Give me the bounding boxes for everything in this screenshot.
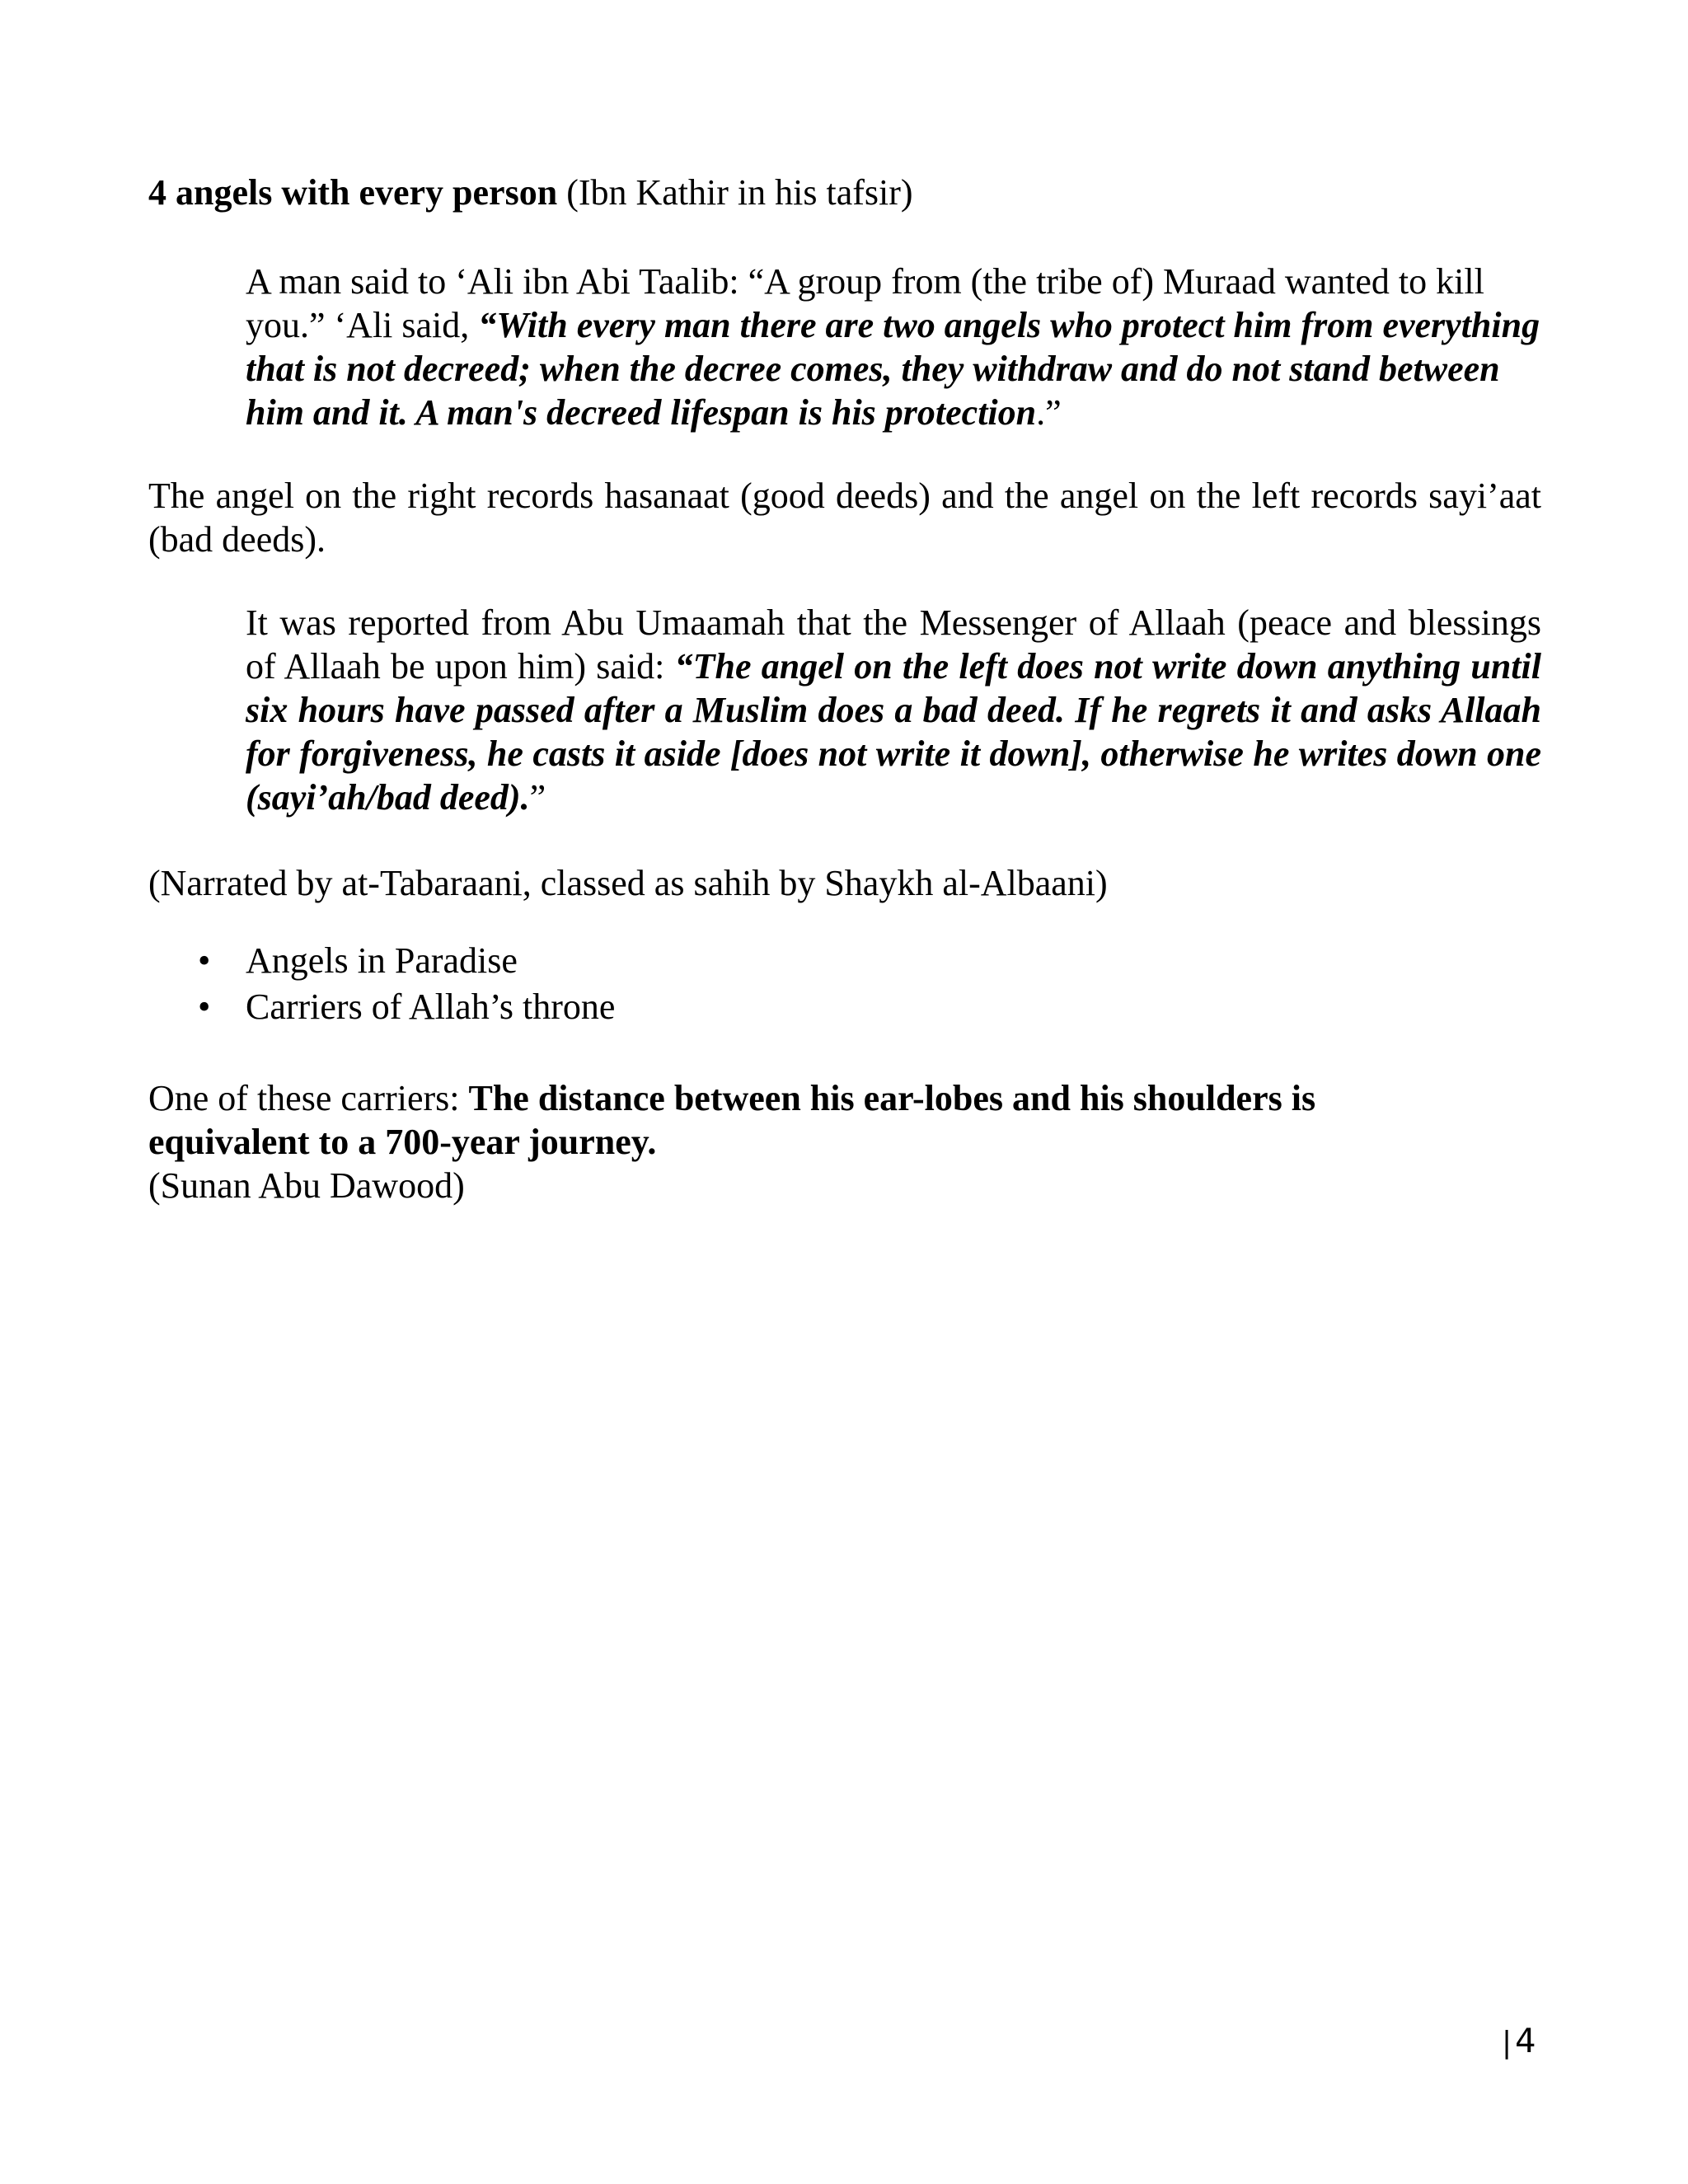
carriers-intro: One of these carriers:	[148, 1078, 469, 1118]
page-number-separator: |	[1502, 2026, 1512, 2060]
bullet-icon: •	[198, 987, 211, 1027]
list-item	[148, 984, 615, 1030]
carriers-bold-statement: The distance between his ear-lobes and his shoulders is equivalent to a 700-year journey.	[148, 1078, 1316, 1162]
quote-ali	[246, 260, 1541, 434]
quote-abu-umaamah-emphasis: “The angel on the left does not write down anything until six hours have passed after a Muslim does a bad deed. If he regrets it and asks Allaah for forgiveness, he casts it aside [does not write it down], otherwise he writes down one (sayi’ah/bad deed).	[246, 646, 1541, 818]
section-heading	[148, 171, 1541, 214]
quote-ali-intro: A man said to ‘Ali ibn Abi Taalib: “A group from (the tribe of) Muraad wanted to kill you.” ‘Ali said,	[246, 261, 1484, 345]
carriers-source: (Sunan Abu Dawood)	[148, 1165, 465, 1206]
paragraph-carriers	[148, 1076, 1434, 1207]
bullet-list	[148, 938, 615, 1030]
quote-abu-umaamah-intro: It was reported from Abu Umaamah that the Messenger of Allaah (peace and blessings of Allaah be upon him) said:	[246, 602, 1541, 687]
citation-tabaraani: (Narrated by at-Tabaraani, classed as sahih by Shaykh al-Albaani)	[148, 863, 1108, 903]
bullet-icon: •	[198, 940, 211, 981]
quote-abu-umaamah	[246, 601, 1541, 819]
heading-source-text: (Ibn Kathir in his tafsir)	[557, 172, 913, 213]
quote-ali-end: .”	[1036, 392, 1062, 433]
quote-abu-umaamah-end: ”	[529, 777, 546, 818]
heading-bold-text: 4 angels with every person	[148, 172, 558, 213]
list-item-text: Angels in Paradise	[246, 940, 518, 981]
page-number-footer	[1502, 2022, 1536, 2063]
list-item	[148, 938, 615, 984]
paragraph-angels-records: The angel on the right records hasanaat (good deeds) and the angel on the left records sayi’aat (bad deeds).	[148, 476, 1541, 560]
quote-ali-emphasis: “With every man there are two angels who protect him from everything that is not decreed; when the decree comes, they withdraw and do not stand between him and it. A man's decreed lifespan is his protection	[246, 305, 1540, 433]
list-item-text: Carriers of Allah’s throne	[246, 987, 616, 1027]
page-number: 4	[1515, 2022, 1536, 2060]
